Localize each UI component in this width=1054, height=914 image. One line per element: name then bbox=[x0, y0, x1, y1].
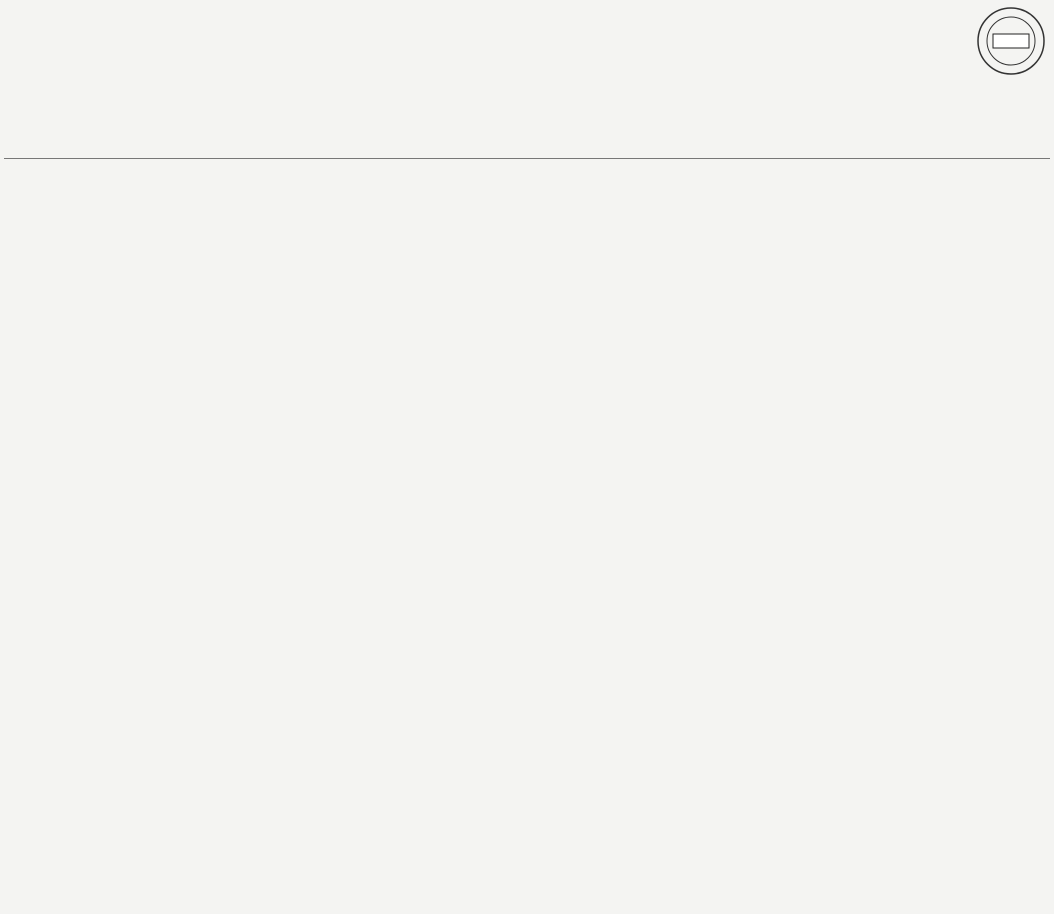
gen-header-top-line bbox=[4, 158, 1050, 159]
fci-stamp-icon bbox=[976, 6, 1046, 76]
